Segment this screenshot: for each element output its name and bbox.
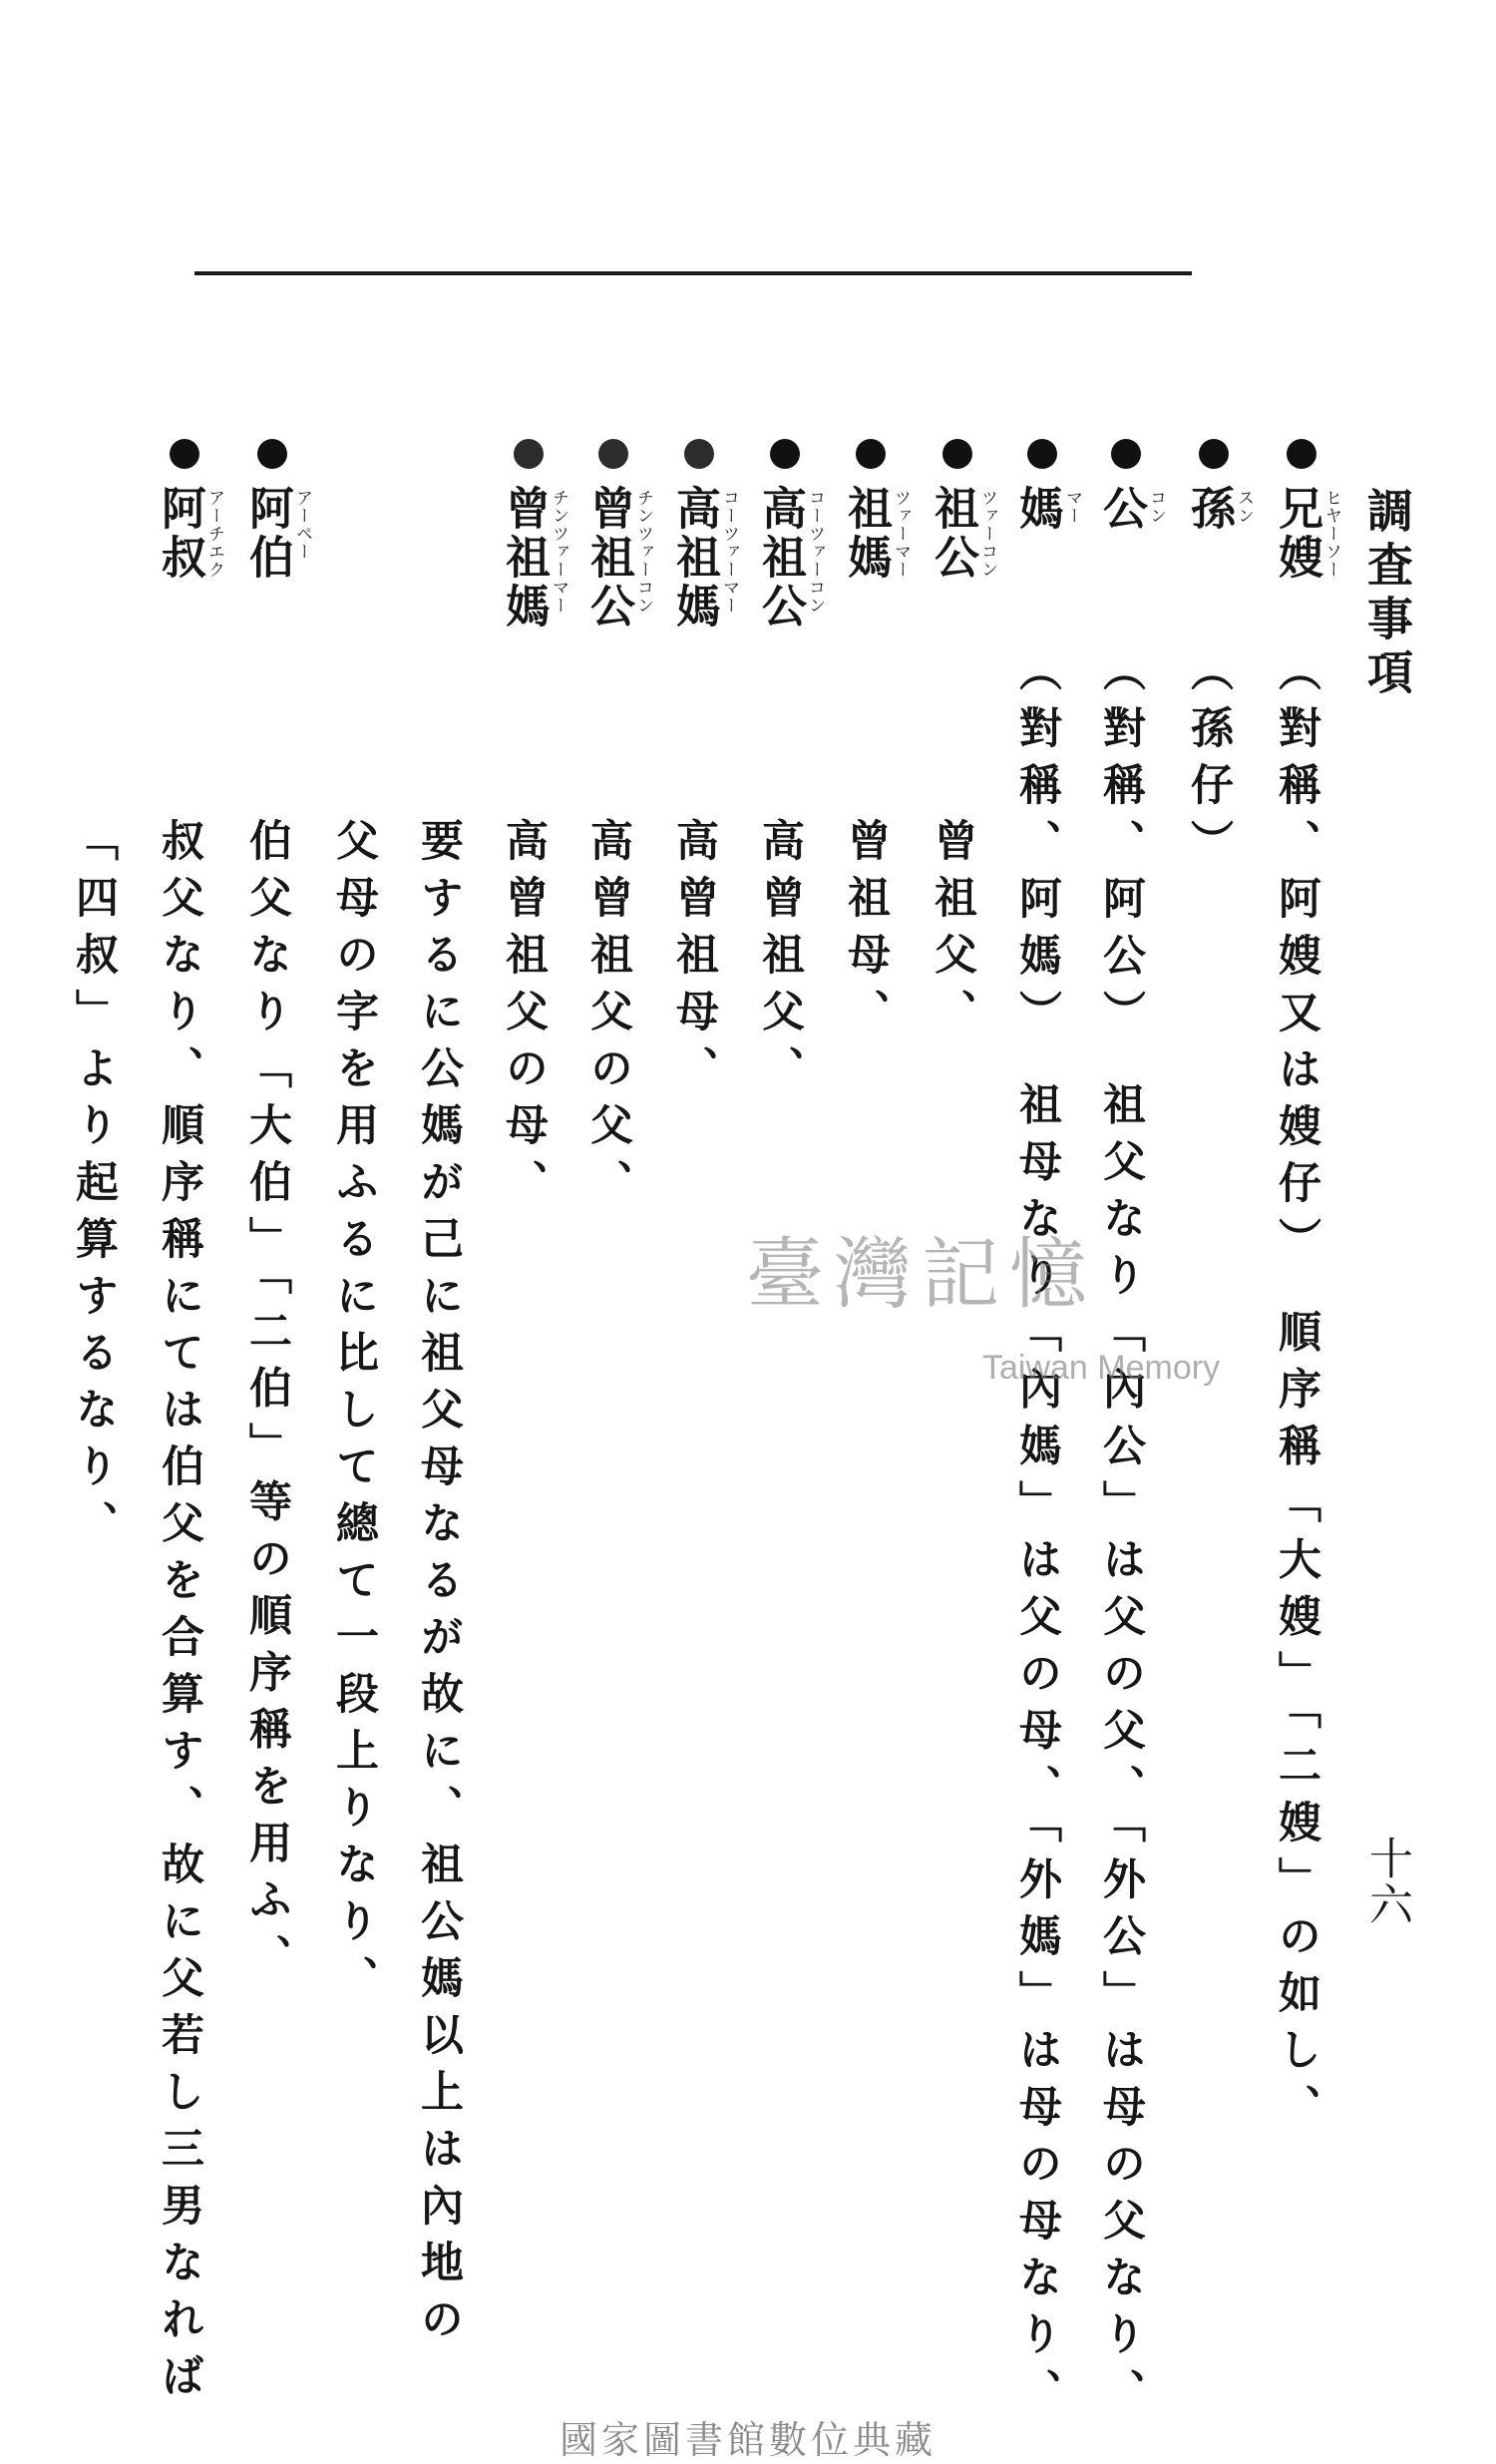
entry-ruby: マー (1062, 489, 1082, 525)
footer-credit: 國家圖書館數位典藏 (559, 2418, 936, 2462)
entry-ruby: コーツァーコン (805, 489, 825, 615)
entry-ruby: ツァーコン (977, 489, 997, 579)
entry-ruby: チンツァーコン (633, 489, 653, 615)
entry-bullet (257, 439, 287, 469)
entry-bullet (1027, 439, 1057, 469)
entry-ruby: コーツァーマー (719, 489, 739, 615)
entry-text: （對稱、阿公） 祖父なり「內公」は父の父、「外公」は母の父なり、 (1096, 648, 1146, 2425)
entry-text: 叔父なり、順序稱にては伯父を合算す、故に父若し三男なれば (155, 818, 204, 2410)
entry-text: 高曾祖父の母、 (499, 818, 549, 1216)
entry-text: （孫仔） (1184, 648, 1234, 876)
entry-bullet (170, 439, 199, 469)
entry-text: 曾祖母、 (841, 818, 891, 1045)
entry-bullet (684, 439, 714, 469)
entry-text: （對稱、阿嫂又は嫂仔） 順序稱「大嫂」「二嫂」の如し、 (1272, 648, 1321, 2141)
entry-term: 祖公 (927, 485, 979, 583)
entry-text: 伯父なり「大伯」「二伯」等の順序稱を用ふ、 (242, 818, 292, 1991)
entry-bullet (1287, 439, 1316, 469)
entry-text: 高曾祖母、 (669, 818, 719, 1102)
entry-ruby: コン (1146, 489, 1166, 525)
entry-term: 孫 (1183, 485, 1236, 534)
entry-term: 祖媽 (840, 485, 893, 583)
entry-text: 曾祖父、 (928, 818, 977, 1045)
paragraph-line: 父母の字を用ふるに比して總て一段上りなり、 (329, 818, 379, 2012)
entry-bullet (514, 439, 544, 469)
entry-term: 阿叔 (154, 485, 206, 583)
entry-text: （對稱、阿媽） 祖母なり「內媽」は父の母、「外媽」は母の母なり、 (1012, 648, 1062, 2425)
entry-ruby: ツァーマー (891, 489, 911, 579)
entry-bullet (856, 439, 886, 469)
entry-bullet (942, 439, 972, 469)
entry-bullet (1199, 439, 1229, 469)
entry-ruby: アーチエク (204, 489, 224, 579)
watermark-subtitle: Taiwan Memory (982, 1349, 1221, 1387)
entry-ruby: スン (1234, 489, 1254, 525)
entry-term: 公 (1095, 485, 1148, 534)
entry-term: 阿伯 (241, 485, 294, 583)
entry-text: 高曾祖父、 (755, 818, 805, 1102)
entry-ruby: アーペー (292, 489, 312, 561)
entry-term: 兄嫂 (1271, 485, 1323, 583)
entry-bullet (770, 439, 800, 469)
entry-term: 高祖公 (754, 485, 807, 631)
entry-ruby: ヒヤーソー (1321, 489, 1341, 579)
watermark-logo: 臺灣記憶 (746, 1230, 1098, 1320)
entry-text: 高曾祖父の父、 (583, 818, 633, 1216)
entry-term: 曾祖公 (582, 485, 635, 631)
entry-bullet (1111, 439, 1141, 469)
page-header: 調査事項 (1360, 487, 1414, 702)
paragraph-line: 要するに公媽が己に祖父母なるが故に、祖公媽以上は內地の (414, 818, 464, 2353)
entry-term: 曾祖媽 (498, 485, 551, 631)
entry-term: 媽 (1011, 485, 1064, 534)
entry-term: 高祖媽 (668, 485, 721, 631)
paragraph-line: 「四叔」より起算するなり、 (69, 818, 119, 1557)
top-rule (194, 271, 1192, 275)
page-number: 十六 (1361, 1836, 1412, 1927)
entry-bullet (598, 439, 628, 469)
entry-ruby: チンツァーマー (549, 489, 568, 615)
